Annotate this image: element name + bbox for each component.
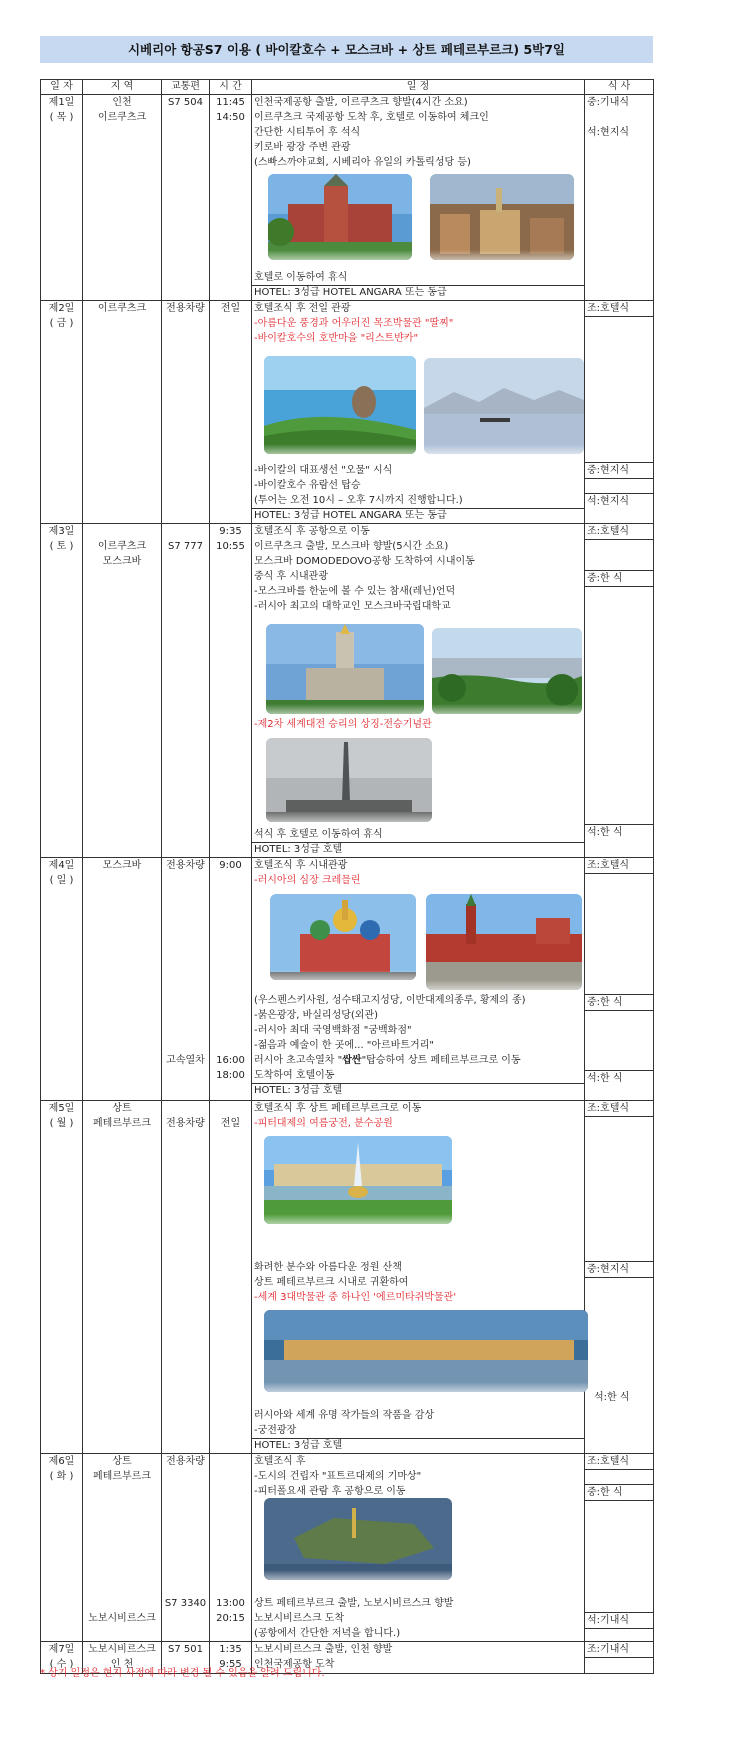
moscow-state-university-photo [266,624,424,714]
region-cell: 상트 페테르부르크 노보시비르스크 [83,1454,162,1642]
time-cell: 13:00 20:15 [210,1454,252,1642]
meals-cell [585,95,654,301]
schedule-line: 노보시비르스크 도착 [254,1613,345,1624]
meal-item: 중:현지식 [585,463,653,479]
sparrow-hills-view-photo [432,628,582,714]
transport-cell: S7 504 [162,95,210,301]
transport-cell: 전용차량 [162,1101,210,1454]
meal-item: 석:한 식 [587,1073,623,1084]
transport-cell: 전용차량 [162,301,210,524]
schedule-line-highlight: -바이칼호수의 호반마을 "리스트뱐카" [254,333,419,344]
red-square-photo [426,894,582,990]
schedule-line: 호텔조식 후 공항으로 이동 [254,526,370,537]
victory-monument-photo [266,738,432,822]
schedule-line-highlight: -세계 3대박물관 중 하나인 '에르미타쥐박물관' [254,1292,457,1303]
day-cell: 제3일 ( 토 ) [41,524,83,858]
day-cell: 제6일 ( 화 ) [41,1454,83,1642]
hermitage-museum-photo [264,1310,588,1392]
itinerary-table [40,79,654,1674]
schedule-line: 호텔로 이동하여 휴식 [254,272,348,283]
schedule-line-highlight: -러시아의 심장 크레믈린 [254,875,361,886]
hotel-info: HOTEL: 3성급 HOTEL ANGARA 또는 동급 [252,285,584,300]
schedule-line: 인천국제공항 출발, 이르쿠츠크 향발(4시간 소요) [254,97,468,108]
schedule-line: 모스크바 DOMODEDOVO공항 도착하여 시내이동 [254,556,475,567]
meals-cell [585,1454,654,1642]
schedule-line-highlight: -제2차 세계대전 승리의 상징-전승기념관 [254,719,432,730]
region-cell: 이르쿠츠크 [83,301,162,524]
schedule-line: 노보시비르스크 출발, 인천 향발 [254,1644,393,1655]
irkutsk-city-photo [430,174,574,260]
hotel-info: HOTEL: 3성급 호텔 [252,1438,584,1453]
schedule-line: 러시아 초고속열차 "쌉싼"탑승하여 상트 페테르부르크로 이동 [254,1055,521,1066]
meal-item: 조:기내식 [585,1642,653,1658]
schedule-line: (공항에서 간단한 저녁을 합니다.) [254,1628,401,1639]
meal-item: 중:한 식 [585,1485,653,1501]
meal-item: 중:한 식 [585,571,653,587]
meal-item: 석:한 식 [594,1392,630,1403]
header-time: 시 간 [210,80,252,95]
meals-cell [585,858,654,1101]
meal-item: 석:기내식 [585,1613,653,1629]
day-cell: 제1일 ( 목 ) [41,95,83,301]
schedule-line: 도착하여 호텔이동 [254,1070,335,1081]
header-meals: 식 사 [585,80,654,95]
meal-item: 석:현지식 [587,127,630,138]
irkutsk-museum-photo [268,174,412,260]
region-cell: 인천 이르쿠츠크 [83,95,162,301]
schedule-line: -피터폴요새 관람 후 공항으로 이동 [254,1486,406,1497]
meal-item: 조:호텔식 [585,1101,653,1117]
meal-item: 석:한 식 [587,827,623,838]
footnote: * 상기 일정은 현지 사정에 따라 변경 될 수 있음을 알려 드립니다. [40,1668,325,1679]
peter-paul-fortress-photo [264,1498,452,1580]
schedule-line: 석식 후 호텔로 이동하여 휴식 [254,829,383,840]
meal-item: 석:현지식 [587,496,630,507]
meal-item: 중:현지식 [585,1262,653,1278]
meal-item: 중:한 식 [585,995,653,1011]
day-cell: 제5일 ( 월 ) [41,1101,83,1454]
schedule-line: 중식 후 시내관광 [254,571,328,582]
meals-cell [585,1101,654,1454]
time-cell: 전일 [210,1101,252,1454]
time-cell: 1:35 9:55 [210,1642,252,1674]
region-cell: 노보시비르스크 인 천 [83,1642,162,1674]
schedule-line: -젊음과 예술이 한 곳에... "아르바트거리" [254,1040,434,1051]
transport-cell: 전용차량 고속열차 [162,858,210,1101]
page-title: 시베리아 항공S7 이용 ( 바이칼호수 + 모스크바 + 상트 페테르부르크) 5박7일 [40,36,653,63]
schedule-line: -궁전광장 [254,1425,297,1436]
region-cell: 상트 페테르부르크 [83,1101,162,1454]
meals-cell [585,301,654,524]
region-cell: 모스크바 [83,858,162,1101]
transport-cell: S7 777 [162,524,210,858]
table-header-row [41,80,654,95]
peterhof-fountain-photo [264,1136,452,1224]
schedule-line: (스빠스까야교회, 시베리아 유일의 카톨릭성당 등) [254,157,471,168]
schedule-line: 키로바 광장 주변 관광 [254,142,351,153]
time-cell: 11:45 14:50 [210,95,252,301]
header-region: 지 역 [83,80,162,95]
baikal-coast-photo [264,356,416,454]
time-cell: 전일 [210,301,252,524]
header-transport: 교통편 [162,80,210,95]
day-cell: 제7일 ( 수 ) [41,1642,83,1674]
hotel-info: HOTEL: 3성급 호텔 [252,1083,584,1098]
schedule-line: 간단한 시티투어 후 석식 [254,127,361,138]
schedule-line: 호텔조식 후 시내관광 [254,860,348,871]
transport-cell: 전용차량 S7 3340 [162,1454,210,1642]
hotel-info: HOTEL: 3성급 호텔 [252,842,584,857]
st-basils-cathedral-photo [270,894,416,980]
schedule-line: (투어는 오전 10시 – 오후 7시까지 진행합니다.) [254,495,463,506]
schedule-line: -도시의 건립자 "표트르대제의 기마상" [254,1471,422,1482]
schedule-line: 이르쿠츠크 국제공항 도착 후, 호텔로 이동하여 체크인 [254,112,489,123]
schedule-line: 상트 페테르부르크 시내로 귀환하여 [254,1277,409,1288]
day-cell: 제4일 ( 일 ) [41,858,83,1101]
schedule-line: 호텔조식 후 상트 페테르부르크로 이동 [254,1103,422,1114]
transport-cell: S7 501 [162,1642,210,1674]
schedule-line-highlight: -아름다운 풍경과 어우러진 목조박물관 "딸찌" [254,318,454,329]
meal-item: 조:호텔식 [585,1454,653,1470]
schedule-line: 이르쿠츠크 출발, 모스크바 향발(5시간 소요) [254,541,449,552]
header-schedule: 일 정 [252,80,585,95]
schedule-line: 호텔조식 후 [254,1456,306,1467]
schedule-line: -러시아 최고의 대학교인 모스크바국립대학교 [254,601,451,612]
schedule-line: -바이칼호수 유람선 탑승 [254,480,361,491]
schedule-line: 러시아와 세계 유명 작가들의 작품을 감상 [254,1410,435,1421]
schedule-line-highlight: -피터대제의 여름궁전, 분수공원 [254,1118,393,1129]
baikal-lake-photo [424,358,584,454]
meal-item: 조:호텔식 [585,524,653,540]
time-cell: 9:00 16:00 18:00 [210,858,252,1101]
day-cell: 제2일 ( 금 ) [41,301,83,524]
schedule-line: (우스펜스키사원, 성수태고지성당, 이반대제의종루, 황제의 종) [254,995,526,1006]
meal-item: 조:호텔식 [585,301,653,317]
meals-cell [585,524,654,858]
schedule-line: -러시아 최대 국영백화점 "굼백화점" [254,1025,412,1036]
schedule-line: -모스크바를 한눈에 볼 수 있는 참새(레닌)언덕 [254,586,456,597]
schedule-line: 호텔조식 후 전일 관광 [254,303,351,314]
schedule-line: 상트 페테르부르크 출발, 노보시비르스크 향발 [254,1598,454,1609]
schedule-line: -바이칼의 대표생선 "오물" 시식 [254,465,393,476]
schedule-line: -붉은광장, 바실리성당(외관) [254,1010,379,1021]
schedule-line: 인천국제공항 도착 [254,1659,335,1670]
time-cell: 9:35 10:55 [210,524,252,858]
schedule-line: 화려한 분수와 아름다운 정원 산책 [254,1262,402,1273]
region-cell: 이르쿠츠크 모스크바 [83,524,162,858]
meal-item: 중:기내식 [587,97,630,108]
meals-cell [585,1642,654,1674]
meal-item: 조:호텔식 [585,858,653,874]
hotel-info: HOTEL: 3성급 HOTEL ANGARA 또는 동급 [252,508,584,523]
header-date: 일 자 [41,80,83,95]
